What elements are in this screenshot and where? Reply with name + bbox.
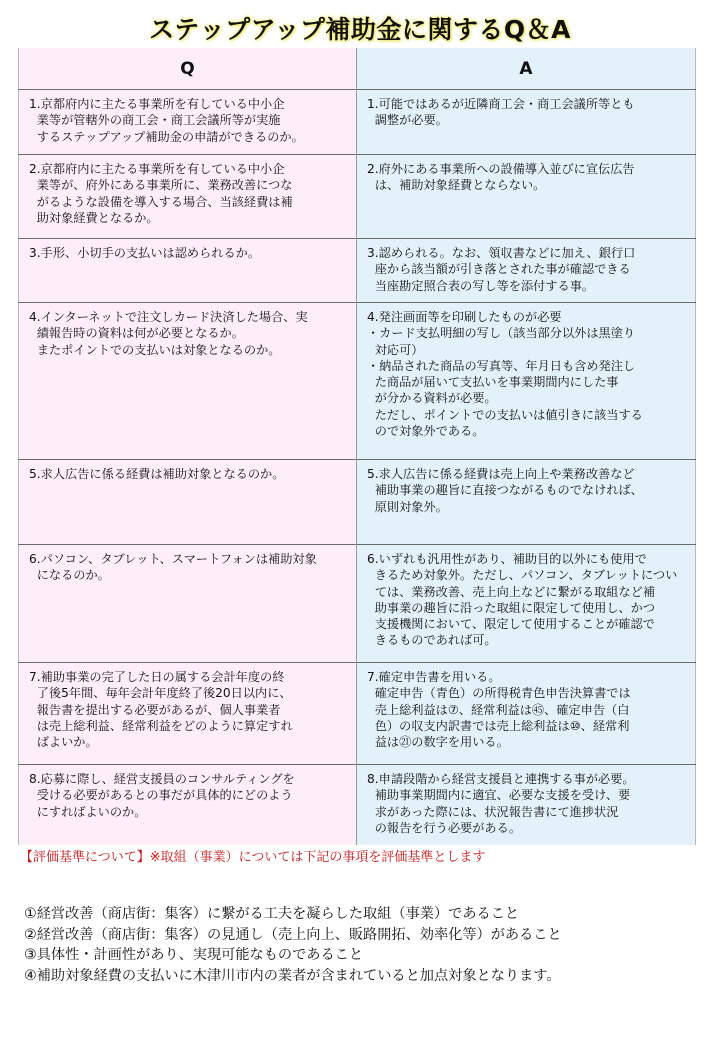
answer-3: 3.認められる。なお、領収書などに加え、銀行口 座から該当額が引き落とされた事が確認できる 当座勘定照合表の写し等を添付する事。 [367, 246, 636, 293]
criteria-list [24, 904, 714, 986]
question-5: 5.求人広告に係る経費は補助対象となるのか。 [29, 467, 285, 481]
criteria-item: ③具体性・計画性があり、実現可能なものであること [24, 947, 364, 963]
question-2: 2.京都府内に主たる事業所を有している中小企 業等が、府外にある事業所に、業務改善につな がるような設備を導入する場合、当該経費は補 助対象経費となるか。 [29, 162, 293, 225]
question-8: 8.応募に際し、経営支援員のコンサルティングを 受ける必要があるとの事だが具体的にどのよう にすればよいのか。 [29, 772, 295, 819]
answer-1: 1.可能ではあるが近隣商工会・商工会議所等とも 調整が必要。 [367, 97, 635, 128]
criteria-item: ④補助対象経費の支払いに木津川市内の業者が含まれていると加点対象となります。 [24, 967, 561, 984]
table-row [19, 239, 696, 303]
column-header-a: A [357, 48, 696, 90]
qa-table [18, 48, 696, 845]
answer-4: 4.発注画面等を印刷したものが必要 ・カード支払明細の写し（該当部分以外は黒塗り 対応可） ・納品された商品の写真等、年月日も含め発注し た商品が届いて支払いを事業期間内にした事 が分かる資料が必要。 ただし、ポイントでの支払いは値引きに該当する ので対象外である。 [367, 310, 643, 439]
table-row [19, 155, 696, 239]
question-3: 3.手形、小切手の支払いは認められるか。 [29, 246, 261, 260]
criteria-heading: 【評価基準について】※取組（事業）については下記の事項を評価基準とします [20, 850, 486, 865]
table-header-row [19, 48, 696, 90]
table-row [19, 545, 696, 663]
page-title: ステップアップ補助金に関するQ＆A [149, 15, 571, 44]
answer-7: 7.確定申告書を用いる。 確定申告（青色）の所得税青色申告決算書では 売上総利益は⑦、経常利益は㊺、確定申告（白 色）の収支内訳書では売上総利益は⑩、経常利 益は㉑の数字を用いる。 [367, 670, 631, 750]
table-row [19, 90, 696, 155]
criteria-item: ①経営改善（商店街：集客）に繋がる工夫を凝らした取組（事業）であること [24, 906, 520, 922]
criteria-item: ②経営改善（商店街：集客）の見通し（売上向上、販路開拓、効率化等）があること [24, 926, 562, 943]
question-6: 6.パソコン、タブレット、スマートフォンは補助対象 になるのか。 [29, 552, 317, 583]
question-1: 1.京都府内に主たる事業所を有している中小企 業等が管轄外の商工会・商工会議所等が実施 するステップアップ補助金の申請ができるのか。 [29, 97, 304, 144]
table-row [19, 303, 696, 460]
table-row [19, 765, 696, 846]
table-row [19, 460, 696, 545]
answer-6: 6.いずれも汎用性があり、補助目的以外にも使用で きるため対象外。ただし、パソコン、タブレットについ ては、業務改善、売上向上などに繋がる取組など補 助事業の趣旨に沿った取組に限定して使用し、かつ 支援機関において、限定して使用することが確認で きるものであれば可。 [367, 552, 678, 648]
answer-5: 5.求人広告に係る経費は売上向上や業務改善など 補助事業の趣旨に直接つながるものでなければ、 原則対象外。 [367, 467, 643, 514]
question-7: 7.補助事業の完了した日の属する会計年度の終 了後5年間、毎年会計年度終了後20日以内に、 報告書を提出する必要があるが、個人事業者 は売上総利益、経常利益をどのように算定すれ ばよいか。 [29, 670, 293, 750]
question-4: 4.インターネットで注文しカード決済した場合、実 績報告時の資料は何が必要となるか。 またポイントでの支払いは対象となるのか。 [29, 310, 308, 357]
answer-2: 2.府外にある事業所への設備導入並びに宣伝広告 は、補助対象経費とならない。 [367, 162, 635, 193]
answer-8: 8.申請段階から経営支援員と連携する事が必要。 補助事業期間内に適宜、必要な支援を受け、要 求があった際には、状況報告書にて進捗状況 の報告を行う必要がある。 [367, 772, 635, 835]
column-header-q: Q [19, 48, 357, 90]
table-row [19, 663, 696, 765]
